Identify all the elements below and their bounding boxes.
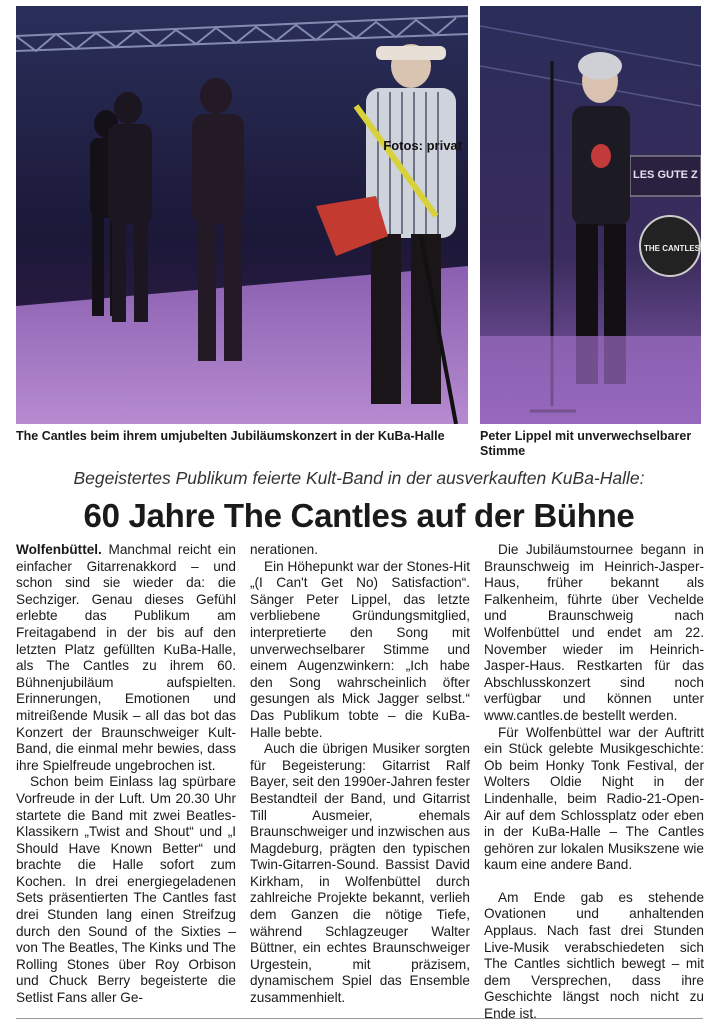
main-photo-caption: The Cantles beim ihrem umjubelten Jubiläumskonzert in der KuBa-Halle <box>16 429 445 443</box>
paragraph: Auch die übrigen Musiker sorgten für Begeisterung: Gitarrist Ralf Bayer, seit den 1990er-Jahren fester Bestandteil der Band, und Gitarrist Till Ausmeier, ehemals Braunschweiger und inzwischen aus Magdeburg, prägten den typischen Twin-Gitarren-Sound. Bassist David Kirkham, in Wolfenbüttel durch zahlreiche Projekte bekannt, verlieh dem Ganzen die nötige Tiefe, während Schlagzeuger Walter Büttner, ein echtes Braunschweiger Urgestein, mit präzisem, dynamischem Spiel das Ensemble zusammenhielt. <box>250 741 470 1006</box>
article-column-3 <box>484 542 704 1023</box>
photo-credit-overlay <box>350 138 462 154</box>
drum-head-text: THE CANTLES <box>644 244 700 253</box>
paragraph <box>16 542 236 774</box>
article-column-1 <box>16 542 236 1007</box>
paragraph: Am Ende gab es stehende Ovationen und anhaltenden Applaus. Nach fast drei Stunden Live-Musik verabschiedeten sich The Cantles sichtlich bewegt – mit dem Versprechen, dass ihre Geschichte längst noch nicht zu Ende ist. <box>484 889 704 1022</box>
side-photo-caption: Peter Lippel mit unverwechselbarer Stimme <box>480 429 692 458</box>
paragraph-text: Manchmal reicht ein einfacher Gitarrenakkord – und schon sind sie wieder da: die Sechziger. Genau dieses Gefühl erlebte das Publikum am Freitagabend in der bis auf den letzten Platz gefüllten KuBa-Halle, als The Cantles zu ihrem 60. Bühnenjubiläum aufspielten. Erinnerungen, Emotionen und mitreißende Musik – all das bot das Konzert der Braunschweiger Kult-Band, die einmal mehr bewies, dass ihre Spielfreude ungebrochen ist. <box>16 542 236 773</box>
article-kicker: Begeistertes Publikum feierte Kult-Band in der ausverkauften KuBa-Halle: <box>73 468 645 488</box>
dateline: Wolfenbüttel. <box>16 542 102 557</box>
concert-stage-illustration <box>16 6 468 424</box>
paragraph: Für Wolfenbüttel war der Auftritt ein Stück gelebte Musikgeschichte: Ob beim Honky Tonk Festival, der Wolters Oldie Night in der Lindenhalle, beim Radio-21-Open-Air auf dem Schlossplatz oder eben in der KuBa-Halle – The Cantles gehören zur lokalen Musikszene wie kaum eine andere Band. <box>484 724 704 873</box>
bottom-divider <box>16 1018 703 1019</box>
concert-photo <box>16 6 468 424</box>
paragraph: Die Jubiläumstournee begann in Braunschweig im Heinrich-Jasper-Haus, früher bekannt als Falkenheim, führte über Vechelde und Braunschweig nach Wolfenbüttel und endet am 22. November wieder im Heinrich-Jasper-Haus. Restkarten für das Abschlusskonzert sind noch verfügbar und können unter www.cantles.de bestellt werden. <box>484 542 704 723</box>
paragraph: Schon beim Einlass lag spürbare Vorfreude in der Luft. Um 20.30 Uhr startete die Band mit zwei Beatles-Klassikern „Twist and Shout“ und „I Should Have Known Better“ und brachte die Halle sofort zum Kochen. In drei energiegeladenen Sets präsentierten The Cantles fast drei Stunden lang einen Streifzug durch den Sound of the Sixties – von The Beatles, The Kinks und The Rolling Stones über Roy Orbison und Chuck Berry begeisterte die Setlist Fans aller Ge- <box>16 774 236 1006</box>
paragraph: Ein Höhepunkt war der Stones-Hit „(I Can't Get No) Satisfaction“. Sänger Peter Lippel, das letzte verbliebene Gründungsmitglied, interpretierte den Song mit unverwechselbarer Stimme und einem Augenzwinkern: „Ich habe den Song wahrscheinlich öfter gesungen als Mick Jagger selbst.“ Das Publikum tobte – die KuBa-Halle bebte. <box>250 558 470 740</box>
article-column-2 <box>250 542 470 1007</box>
singer-stage-illustration <box>480 6 701 424</box>
singer-photo <box>480 6 701 424</box>
photo-credit-name: privat <box>426 138 462 153</box>
article-headline: 60 Jahre The Cantles auf der Bühne <box>83 497 635 534</box>
paragraph: nerationen. <box>250 542 319 557</box>
photo-credit-label: Fotos: <box>383 138 423 153</box>
drum-banner-text: LES GUTE Z <box>633 169 698 181</box>
